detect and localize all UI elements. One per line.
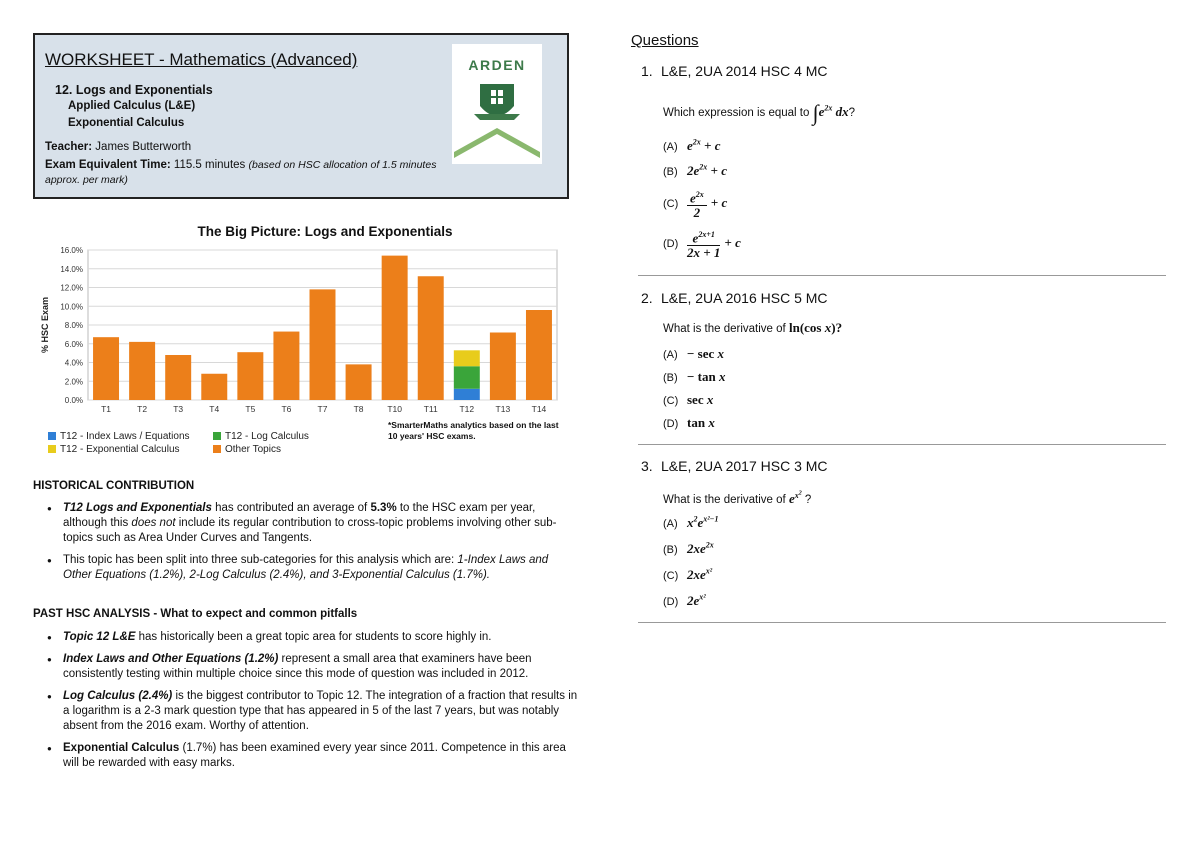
legend-item-log-calculus [213, 431, 309, 442]
bullet-bold: T12 Logs and Exponentials [63, 502, 212, 514]
legend-swatch [48, 432, 56, 440]
option-math: $x^2e^{x^2-1}$ [687, 515, 719, 531]
bullet-italic: does not [131, 517, 176, 529]
bar [310, 289, 336, 400]
bullet-bold: Index Laws and Other Equations (1.2%) [63, 653, 279, 665]
legend-item-exponential-calculus [48, 444, 180, 455]
bar [490, 333, 516, 401]
question-3-option-c[interactable] [663, 567, 712, 583]
question-3-option-a[interactable] [663, 515, 719, 531]
option-label: (A) [663, 518, 678, 531]
option-label: (C) [663, 395, 679, 407]
teacher-name: James Butterworth [95, 141, 192, 153]
option-math: $2xe^{2x}$ [687, 541, 714, 557]
list-item [33, 689, 578, 734]
option-label: (D) [663, 238, 679, 251]
x-tick-label: T4 [209, 404, 220, 414]
exam-time-note: (based on HSC allocation of 1.5 minutes approx. per mark) [45, 159, 437, 186]
option-math-fraction: $\frac{e^{2x+1}}{2x + 1}$ [687, 230, 721, 261]
x-tick-label: T12 [459, 404, 475, 414]
bullet-text: has contributed an average of [211, 502, 371, 514]
bar [346, 364, 372, 400]
question-3-option-b[interactable] [663, 541, 714, 557]
question-1-option-b[interactable] [663, 163, 727, 179]
past-hsc-heading: PAST HSC ANALYSIS - What to expect and common pitfalls [33, 608, 358, 620]
option-label: (B) [663, 372, 678, 384]
option-math: $2e^{2x} + c$ [687, 163, 727, 179]
y-tick-label: 6.0% [64, 339, 83, 349]
legend-item-index-laws [48, 431, 190, 442]
question-stem: What is the derivative of [663, 493, 786, 506]
option-label: (A) [663, 141, 678, 154]
bullet-text: represent a small area that examiners have been consistently testing within multiple choice since this mode of question was included in 2012. [63, 653, 532, 680]
historical-bullets [33, 501, 578, 590]
y-tick-label: 14.0% [60, 264, 83, 274]
teacher-label: Teacher: [45, 141, 93, 153]
option-label: (A) [663, 349, 678, 361]
list-item [33, 553, 578, 583]
bullet-italic: 1-Index Laws and Other Equations (1.2%), 2-Log Calculus (2.4%), and 3-Exponential Calculus (1.7%). [63, 554, 549, 581]
option-math: $2xe^{x^2}$ [687, 567, 713, 583]
y-tick-label: 0.0% [64, 396, 83, 405]
legend-swatch [213, 445, 221, 453]
option-math: − sec x [687, 346, 725, 361]
bar-chart [35, 244, 565, 424]
list-item [33, 741, 578, 771]
bullet-bold: Log Calculus (2.4%) [63, 690, 173, 702]
y-tick-label: 8.0% [64, 321, 83, 330]
legend-swatch [213, 432, 221, 440]
option-math: sec x [687, 392, 714, 407]
x-tick-label: T6 [281, 404, 292, 414]
bar [526, 310, 552, 400]
option-math: + c [724, 235, 741, 251]
bar [454, 366, 480, 389]
exam-time-line [45, 158, 445, 188]
question-stem: Which expression is equal to [663, 107, 810, 120]
bar [454, 350, 480, 366]
x-tick-label: T7 [317, 404, 328, 414]
question-title-text: L&E, 2UA 2017 HSC 3 MC [661, 458, 828, 474]
question-math: ln(cos x)? [785, 320, 843, 335]
list-item [33, 652, 578, 682]
y-tick-label: 12.0% [60, 283, 83, 293]
historical-heading: HISTORICAL CONTRIBUTION [33, 480, 195, 492]
legend-swatch [48, 445, 56, 453]
question-1-option-a[interactable] [663, 138, 720, 154]
question-stem: What is the derivative of [663, 323, 786, 335]
subtopic-exponential-calculus: Exponential Calculus [68, 117, 185, 129]
bar [418, 276, 444, 400]
bar [237, 352, 263, 400]
bar [382, 256, 408, 400]
x-tick-label: T2 [137, 404, 148, 414]
bullet-bold: Exponential Calculus [63, 742, 180, 754]
chart-note: *SmarterMaths analytics based on the last 10 years' HSC exams. [388, 420, 559, 441]
legend-label: T12 - Log Calculus [225, 431, 309, 442]
topic-title: 12. Logs and Exponentials [55, 83, 213, 97]
question-1-option-d[interactable] [663, 228, 741, 260]
divider [638, 622, 1166, 623]
exam-time-label: Exam Equivalent Time: [45, 159, 171, 171]
exam-time-value: 115.5 minutes [173, 159, 246, 171]
arden-logo [452, 44, 542, 164]
x-tick-label: T10 [387, 404, 402, 414]
bar [201, 374, 227, 400]
bullet-text: to the HSC exam per year, although this [63, 502, 536, 529]
y-axis-label: % HSC Exam [40, 296, 50, 354]
question-number: 3. [641, 458, 653, 474]
legend-label: Other Topics [225, 444, 281, 455]
bullet-bold: Topic 12 L&E [63, 631, 136, 643]
integrand: $e^{2x}$ dx [818, 103, 849, 120]
option-label: (C) [663, 198, 679, 211]
option-math: tan x [687, 415, 715, 430]
option-math-fraction: $\frac{e^{2x}}{2}$ [687, 188, 707, 220]
y-tick-label: 4.0% [64, 358, 83, 368]
x-tick-label: T1 [101, 404, 111, 414]
question-title-text: L&E, 2UA 2014 HSC 4 MC [661, 63, 828, 79]
option-math: + c [710, 195, 728, 211]
question-2-option-b[interactable] [663, 369, 725, 385]
option-math: − tan x [687, 369, 726, 384]
questions-heading: Questions [631, 32, 699, 49]
question-math: $e^{x^2}$ [788, 490, 802, 506]
list-item [33, 630, 578, 645]
bullet-pct: 5.3% [370, 502, 397, 514]
list-item [33, 501, 578, 546]
x-tick-label: T8 [353, 404, 364, 414]
past-hsc-bullets [33, 630, 578, 778]
option-label: (B) [663, 166, 678, 179]
x-tick-label: T11 [423, 404, 438, 414]
bar [93, 337, 119, 400]
question-1-option-c[interactable] [663, 188, 727, 220]
question-3-text: What is the derivative of $e^{x^2}$ ? [663, 490, 812, 506]
x-tick-label: T5 [245, 404, 256, 414]
legend-label: T12 - Exponential Calculus [60, 444, 180, 455]
question-2-option-a[interactable] [663, 346, 724, 362]
question-title-text: L&E, 2UA 2016 HSC 5 MC [661, 290, 828, 306]
bullet-text: include its regular contribution to cross-topic problems involving other sub-topics such as Area Under Curves and Tangents. [63, 517, 557, 544]
question-2-option-c[interactable] [663, 392, 713, 408]
option-label: (B) [663, 544, 678, 557]
question-3-title [641, 458, 828, 474]
x-tick-label: T3 [173, 404, 184, 414]
y-tick-label: 2.0% [64, 377, 83, 387]
divider [638, 444, 1166, 445]
question-1-text: Which expression is equal to $\int e^{2x}$ dx? [663, 100, 856, 125]
bar [129, 342, 155, 400]
bar [165, 355, 191, 400]
legend-item-other-topics [213, 444, 281, 455]
bullet-text: is the biggest contributor to Topic 12. The integration of a fraction that results in a logarithm is a 2-3 mark question type that has appeared in 5 of the last 7 years, but was notably absent from the 2016 exam. Worthy of attention. [63, 690, 578, 732]
bullet-text: has historically been a great topic area for students to score highly in. [135, 631, 492, 643]
option-math: $2e^{x^2}$ [687, 593, 706, 609]
option-label: (D) [663, 596, 679, 609]
bullet-text: has been examined every year since 2011. Competence in this area will be rewarded with easy marks. [63, 742, 566, 769]
option-label: (D) [663, 418, 679, 430]
chart-title: The Big Picture: Logs and Exponentials [197, 224, 453, 239]
divider [638, 275, 1166, 276]
legend-label: T12 - Index Laws / Equations [60, 431, 190, 442]
bullet-text: This topic has been split into three sub-categories for this analysis which are: [63, 554, 458, 566]
y-tick-label: 16.0% [60, 246, 83, 255]
option-math: $e^{2x} + c$ [687, 138, 721, 154]
question-1-title [641, 63, 828, 79]
bar [454, 389, 480, 400]
bullet-pct: (1.7%) [179, 742, 217, 754]
question-2-text [663, 320, 842, 336]
bar [273, 332, 299, 400]
worksheet-title: WORKSHEET - Mathematics (Advanced) [45, 50, 358, 69]
subtopic-applied-calculus: Applied Calculus (L&E) [68, 100, 196, 112]
question-2-title [641, 290, 828, 306]
option-label: (C) [663, 570, 679, 583]
x-tick-label: T14 [531, 404, 547, 414]
question-number: 2. [641, 290, 653, 306]
x-tick-label: T13 [495, 404, 511, 414]
y-tick-label: 10.0% [60, 302, 83, 312]
question-3-option-d[interactable] [663, 593, 706, 609]
question-2-option-d[interactable] [663, 415, 715, 431]
question-number: 1. [641, 63, 653, 79]
svg-text:ARDEN: ARDEN [468, 57, 526, 73]
teacher-line [45, 141, 191, 153]
integral-sign: ∫ [812, 100, 819, 125]
